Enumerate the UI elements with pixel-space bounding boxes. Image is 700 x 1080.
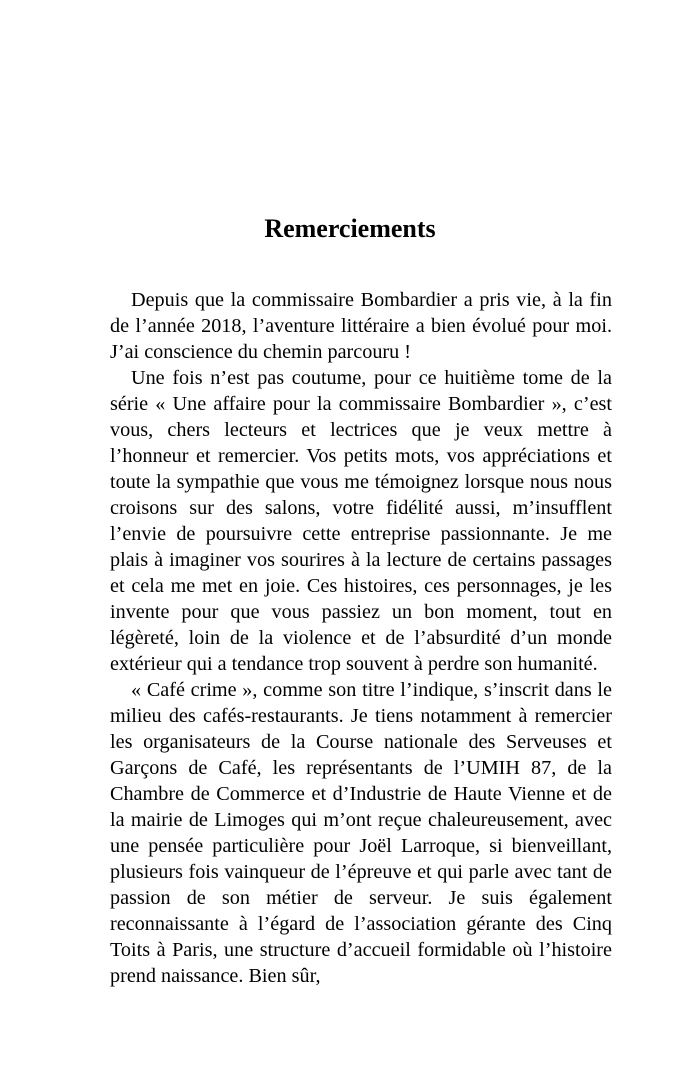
- paragraph-3: « Café crime », comme son titre l’indique, s’inscrit dans le milieu des cafés-restaurants. Je tiens notamment à remercier les organisateurs de la Course nationale des Serveuses et Garçons de Café, les représentants de l’UMIH 87, de la Chambre de Commerce et d’Industrie de Haute Vienne et de la mairie de Limoges qui m’ont reçue chaleureusement, avec une pensée particulière pour Joël Larroque, si bienveillant, plusieurs fois vainqueur de l’épreuve et qui parle avec tant de passion de son métier de serveur. Je suis également reconnaissante à l’égard de l’association gérante des Cinq Toits à Paris, une structure d’accueil formidable où l’histoire prend naissance. Bien sûr,: [110, 679, 612, 987]
- page-title: Remerciements: [264, 214, 436, 243]
- paragraph-1: Depuis que la commissaire Bombardier a pris vie, à la fin de l’année 2018, l’aventure littéraire a bien évolué pour moi. J’ai conscience du chemin parcouru !: [110, 289, 612, 363]
- paragraph-2: Une fois n’est pas coutume, pour ce huitième tome de la série « Une affaire pour la commissaire Bombardier », c’est vous, chers lecteurs et lectrices que je veux mettre à l’honneur et remercier. Vos petits mots, vos appréciations et toute la sympathie que vous me témoignez lorsque nous nous croisons sur des salons, votre fidélité aussi, m’insufflent l’envie de poursuivre cette entreprise passionnante. Je me plais à imaginer vos sourires à la lecture de certains passages et cela me met en joie. Ces histoires, ces personnages, je les invente pour que vous passiez un bon moment, tout en légèreté, loin de la violence et de l’absurdité d’un monde extérieur qui a tendance trop souvent à perdre son humanité.: [110, 367, 612, 675]
- body-text: [110, 287, 612, 989]
